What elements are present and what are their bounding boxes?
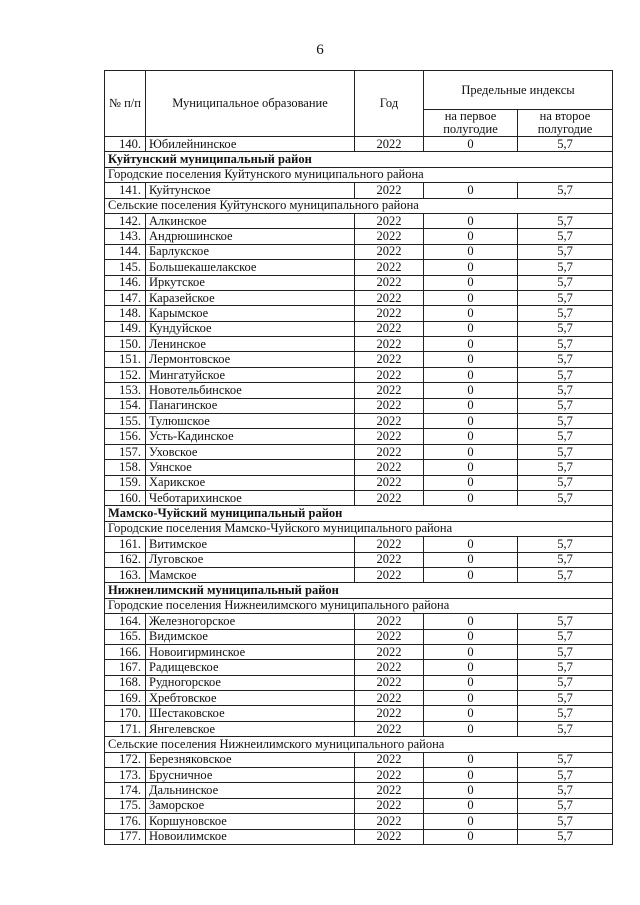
row-first-half: 0 <box>424 768 518 783</box>
row-number: 151. <box>105 352 146 367</box>
row-second-half: 5,7 <box>518 352 613 367</box>
row-first-half: 0 <box>424 444 518 459</box>
row-first-half: 0 <box>424 275 518 290</box>
row-number: 146. <box>105 275 146 290</box>
row-municipality: Ленинское <box>146 337 355 352</box>
table-row <box>105 829 613 844</box>
table-row <box>105 260 613 275</box>
row-first-half: 0 <box>424 567 518 582</box>
table-row <box>105 768 613 783</box>
row-municipality: Янгелевское <box>146 721 355 736</box>
row-year: 2022 <box>355 429 424 444</box>
row-first-half: 0 <box>424 814 518 829</box>
row-number: 164. <box>105 614 146 629</box>
row-second-half: 5,7 <box>518 337 613 352</box>
table-row <box>105 229 613 244</box>
row-second-half: 5,7 <box>518 444 613 459</box>
row-municipality: Радищевское <box>146 660 355 675</box>
row-second-half: 5,7 <box>518 398 613 413</box>
row-first-half: 0 <box>424 829 518 844</box>
row-number: 161. <box>105 537 146 552</box>
row-municipality: Панагинское <box>146 398 355 413</box>
indices-table <box>104 70 613 845</box>
row-number: 156. <box>105 429 146 444</box>
row-municipality: Витимское <box>146 537 355 552</box>
row-municipality: Андрюшинское <box>146 229 355 244</box>
row-first-half: 0 <box>424 213 518 228</box>
row-second-half: 5,7 <box>518 213 613 228</box>
row-year: 2022 <box>355 352 424 367</box>
table-row <box>105 137 613 152</box>
table-body <box>105 137 613 845</box>
row-number: 144. <box>105 244 146 259</box>
group-row <box>105 598 613 613</box>
row-municipality: Шестаковское <box>146 706 355 721</box>
row-first-half: 0 <box>424 644 518 659</box>
row-municipality: Большекашелакское <box>146 260 355 275</box>
row-municipality: Новоигирминское <box>146 644 355 659</box>
district-title: Мамско-Чуйский муниципальный район <box>105 506 613 521</box>
row-municipality: Юбилейнинское <box>146 137 355 152</box>
row-number: 147. <box>105 290 146 305</box>
row-municipality: Иркутское <box>146 275 355 290</box>
row-municipality: Новотельбинское <box>146 383 355 398</box>
header-municipality: Муниципальное образование <box>146 71 355 137</box>
row-year: 2022 <box>355 768 424 783</box>
row-second-half: 5,7 <box>518 275 613 290</box>
table-row <box>105 691 613 706</box>
row-municipality: Куйтунское <box>146 183 355 198</box>
header-first-half: на первое полугодие <box>424 110 518 137</box>
row-year: 2022 <box>355 537 424 552</box>
header-indices: Предельные индексы <box>424 71 613 110</box>
row-municipality: Каразейское <box>146 290 355 305</box>
row-first-half: 0 <box>424 137 518 152</box>
row-first-half: 0 <box>424 475 518 490</box>
row-year: 2022 <box>355 490 424 505</box>
row-second-half: 5,7 <box>518 752 613 767</box>
row-number: 166. <box>105 644 146 659</box>
row-number: 160. <box>105 490 146 505</box>
row-municipality: Новоилимское <box>146 829 355 844</box>
row-first-half: 0 <box>424 398 518 413</box>
row-first-half: 0 <box>424 660 518 675</box>
row-number: 158. <box>105 460 146 475</box>
row-year: 2022 <box>355 137 424 152</box>
row-second-half: 5,7 <box>518 367 613 382</box>
row-second-half: 5,7 <box>518 552 613 567</box>
table-row <box>105 721 613 736</box>
row-year: 2022 <box>355 414 424 429</box>
district-title: Нижнеилимский муниципальный район <box>105 583 613 598</box>
row-year: 2022 <box>355 275 424 290</box>
row-first-half: 0 <box>424 306 518 321</box>
row-second-half: 5,7 <box>518 290 613 305</box>
row-municipality: Березняковское <box>146 752 355 767</box>
row-number: 169. <box>105 691 146 706</box>
row-second-half: 5,7 <box>518 644 613 659</box>
row-number: 142. <box>105 213 146 228</box>
table-row <box>105 290 613 305</box>
row-number: 171. <box>105 721 146 736</box>
row-second-half: 5,7 <box>518 429 613 444</box>
row-second-half: 5,7 <box>518 260 613 275</box>
row-first-half: 0 <box>424 383 518 398</box>
group-title: Городские поселения Нижнеилимского муниципального района <box>105 598 613 613</box>
row-second-half: 5,7 <box>518 137 613 152</box>
district-title: Куйтунский муниципальный район <box>105 152 613 167</box>
table-row <box>105 321 613 336</box>
row-second-half: 5,7 <box>518 475 613 490</box>
row-second-half: 5,7 <box>518 614 613 629</box>
row-year: 2022 <box>355 567 424 582</box>
group-row <box>105 521 613 536</box>
row-year: 2022 <box>355 244 424 259</box>
table-row <box>105 567 613 582</box>
table-row <box>105 660 613 675</box>
row-number: 153. <box>105 383 146 398</box>
table-row <box>105 644 613 659</box>
row-number: 168. <box>105 675 146 690</box>
row-year: 2022 <box>355 706 424 721</box>
row-number: 143. <box>105 229 146 244</box>
table-row <box>105 552 613 567</box>
row-second-half: 5,7 <box>518 460 613 475</box>
row-year: 2022 <box>355 798 424 813</box>
row-municipality: Чеботарихинское <box>146 490 355 505</box>
row-year: 2022 <box>355 614 424 629</box>
row-year: 2022 <box>355 183 424 198</box>
table-row <box>105 460 613 475</box>
row-year: 2022 <box>355 752 424 767</box>
row-first-half: 0 <box>424 552 518 567</box>
row-year: 2022 <box>355 660 424 675</box>
row-year: 2022 <box>355 675 424 690</box>
row-first-half: 0 <box>424 691 518 706</box>
district-row <box>105 506 613 521</box>
row-first-half: 0 <box>424 290 518 305</box>
row-year: 2022 <box>355 321 424 336</box>
table-row <box>105 490 613 505</box>
row-year: 2022 <box>355 721 424 736</box>
row-year: 2022 <box>355 814 424 829</box>
table-row <box>105 798 613 813</box>
row-number: 141. <box>105 183 146 198</box>
row-municipality: Железногорское <box>146 614 355 629</box>
table-row <box>105 367 613 382</box>
row-year: 2022 <box>355 829 424 844</box>
table-row <box>105 275 613 290</box>
row-first-half: 0 <box>424 244 518 259</box>
table-row <box>105 814 613 829</box>
row-municipality: Карымское <box>146 306 355 321</box>
row-year: 2022 <box>355 398 424 413</box>
group-row <box>105 167 613 182</box>
row-number: 173. <box>105 768 146 783</box>
page-number: 6 <box>316 42 324 58</box>
row-number: 163. <box>105 567 146 582</box>
row-number: 152. <box>105 367 146 382</box>
row-second-half: 5,7 <box>518 829 613 844</box>
row-municipality: Мамское <box>146 567 355 582</box>
group-row <box>105 198 613 213</box>
row-number: 177. <box>105 829 146 844</box>
row-first-half: 0 <box>424 321 518 336</box>
row-first-half: 0 <box>424 260 518 275</box>
row-number: 157. <box>105 444 146 459</box>
table-row <box>105 244 613 259</box>
row-number: 167. <box>105 660 146 675</box>
row-number: 162. <box>105 552 146 567</box>
row-first-half: 0 <box>424 229 518 244</box>
row-number: 149. <box>105 321 146 336</box>
row-year: 2022 <box>355 444 424 459</box>
row-year: 2022 <box>355 629 424 644</box>
table-row <box>105 675 613 690</box>
row-second-half: 5,7 <box>518 490 613 505</box>
row-year: 2022 <box>355 213 424 228</box>
table-row <box>105 783 613 798</box>
row-year: 2022 <box>355 691 424 706</box>
row-second-half: 5,7 <box>518 768 613 783</box>
row-first-half: 0 <box>424 337 518 352</box>
row-municipality: Алкинское <box>146 213 355 228</box>
row-first-half: 0 <box>424 414 518 429</box>
row-number: 176. <box>105 814 146 829</box>
row-second-half: 5,7 <box>518 244 613 259</box>
row-municipality: Барлукское <box>146 244 355 259</box>
row-municipality: Харикское <box>146 475 355 490</box>
table-row <box>105 337 613 352</box>
row-municipality: Тулюшское <box>146 414 355 429</box>
row-municipality: Мингатуйское <box>146 367 355 382</box>
table-row <box>105 398 613 413</box>
row-year: 2022 <box>355 290 424 305</box>
row-first-half: 0 <box>424 706 518 721</box>
table-row <box>105 429 613 444</box>
row-first-half: 0 <box>424 783 518 798</box>
table-row <box>105 475 613 490</box>
table-row <box>105 183 613 198</box>
row-number: 165. <box>105 629 146 644</box>
row-number: 175. <box>105 798 146 813</box>
row-year: 2022 <box>355 367 424 382</box>
row-second-half: 5,7 <box>518 306 613 321</box>
group-title: Сельские поселения Нижнеилимского муниципального района <box>105 737 613 752</box>
row-first-half: 0 <box>424 629 518 644</box>
row-municipality: Усть-Кадинское <box>146 429 355 444</box>
row-second-half: 5,7 <box>518 691 613 706</box>
row-number: 145. <box>105 260 146 275</box>
row-second-half: 5,7 <box>518 675 613 690</box>
row-second-half: 5,7 <box>518 814 613 829</box>
table-row <box>105 614 613 629</box>
row-municipality: Хребтовское <box>146 691 355 706</box>
row-year: 2022 <box>355 229 424 244</box>
row-year: 2022 <box>355 475 424 490</box>
row-first-half: 0 <box>424 183 518 198</box>
table-row <box>105 306 613 321</box>
row-municipality: Коршуновское <box>146 814 355 829</box>
row-number: 155. <box>105 414 146 429</box>
row-number: 170. <box>105 706 146 721</box>
row-number: 154. <box>105 398 146 413</box>
row-second-half: 5,7 <box>518 414 613 429</box>
row-municipality: Луговское <box>146 552 355 567</box>
row-second-half: 5,7 <box>518 567 613 582</box>
row-municipality: Кундуйское <box>146 321 355 336</box>
row-second-half: 5,7 <box>518 229 613 244</box>
row-municipality: Дальнинское <box>146 783 355 798</box>
row-municipality: Брусничное <box>146 768 355 783</box>
row-municipality: Рудногорское <box>146 675 355 690</box>
row-year: 2022 <box>355 306 424 321</box>
row-year: 2022 <box>355 644 424 659</box>
row-second-half: 5,7 <box>518 783 613 798</box>
table-row <box>105 383 613 398</box>
row-municipality: Лермонтовское <box>146 352 355 367</box>
table-row <box>105 352 613 367</box>
row-first-half: 0 <box>424 721 518 736</box>
row-second-half: 5,7 <box>518 721 613 736</box>
row-number: 150. <box>105 337 146 352</box>
row-municipality: Видимское <box>146 629 355 644</box>
table-row <box>105 213 613 228</box>
district-row <box>105 152 613 167</box>
group-row <box>105 737 613 752</box>
table-row <box>105 706 613 721</box>
row-first-half: 0 <box>424 752 518 767</box>
table-row <box>105 537 613 552</box>
row-first-half: 0 <box>424 352 518 367</box>
row-first-half: 0 <box>424 460 518 475</box>
row-first-half: 0 <box>424 490 518 505</box>
row-year: 2022 <box>355 552 424 567</box>
row-number: 148. <box>105 306 146 321</box>
row-municipality: Заморское <box>146 798 355 813</box>
group-title: Сельские поселения Куйтунского муниципального района <box>105 198 613 213</box>
row-first-half: 0 <box>424 429 518 444</box>
row-second-half: 5,7 <box>518 383 613 398</box>
row-first-half: 0 <box>424 537 518 552</box>
table-row <box>105 629 613 644</box>
row-year: 2022 <box>355 783 424 798</box>
table-row <box>105 444 613 459</box>
row-second-half: 5,7 <box>518 629 613 644</box>
row-second-half: 5,7 <box>518 537 613 552</box>
row-number: 159. <box>105 475 146 490</box>
row-number: 174. <box>105 783 146 798</box>
group-title: Городские поселения Куйтунского муниципального района <box>105 167 613 182</box>
row-second-half: 5,7 <box>518 321 613 336</box>
table-row <box>105 752 613 767</box>
row-municipality: Уховское <box>146 444 355 459</box>
row-number: 172. <box>105 752 146 767</box>
row-first-half: 0 <box>424 367 518 382</box>
row-year: 2022 <box>355 383 424 398</box>
table-row <box>105 414 613 429</box>
header-year: Год <box>355 71 424 137</box>
row-second-half: 5,7 <box>518 660 613 675</box>
row-year: 2022 <box>355 260 424 275</box>
group-title: Городские поселения Мамско-Чуйского муниципального района <box>105 521 613 536</box>
header-second-half: на второе полугодие <box>518 110 613 137</box>
row-second-half: 5,7 <box>518 706 613 721</box>
row-municipality: Уянское <box>146 460 355 475</box>
row-year: 2022 <box>355 337 424 352</box>
row-first-half: 0 <box>424 614 518 629</box>
row-second-half: 5,7 <box>518 798 613 813</box>
row-year: 2022 <box>355 460 424 475</box>
row-second-half: 5,7 <box>518 183 613 198</box>
header-num: № п/п <box>105 71 146 137</box>
row-number: 140. <box>105 137 146 152</box>
row-first-half: 0 <box>424 675 518 690</box>
district-row <box>105 583 613 598</box>
row-first-half: 0 <box>424 798 518 813</box>
